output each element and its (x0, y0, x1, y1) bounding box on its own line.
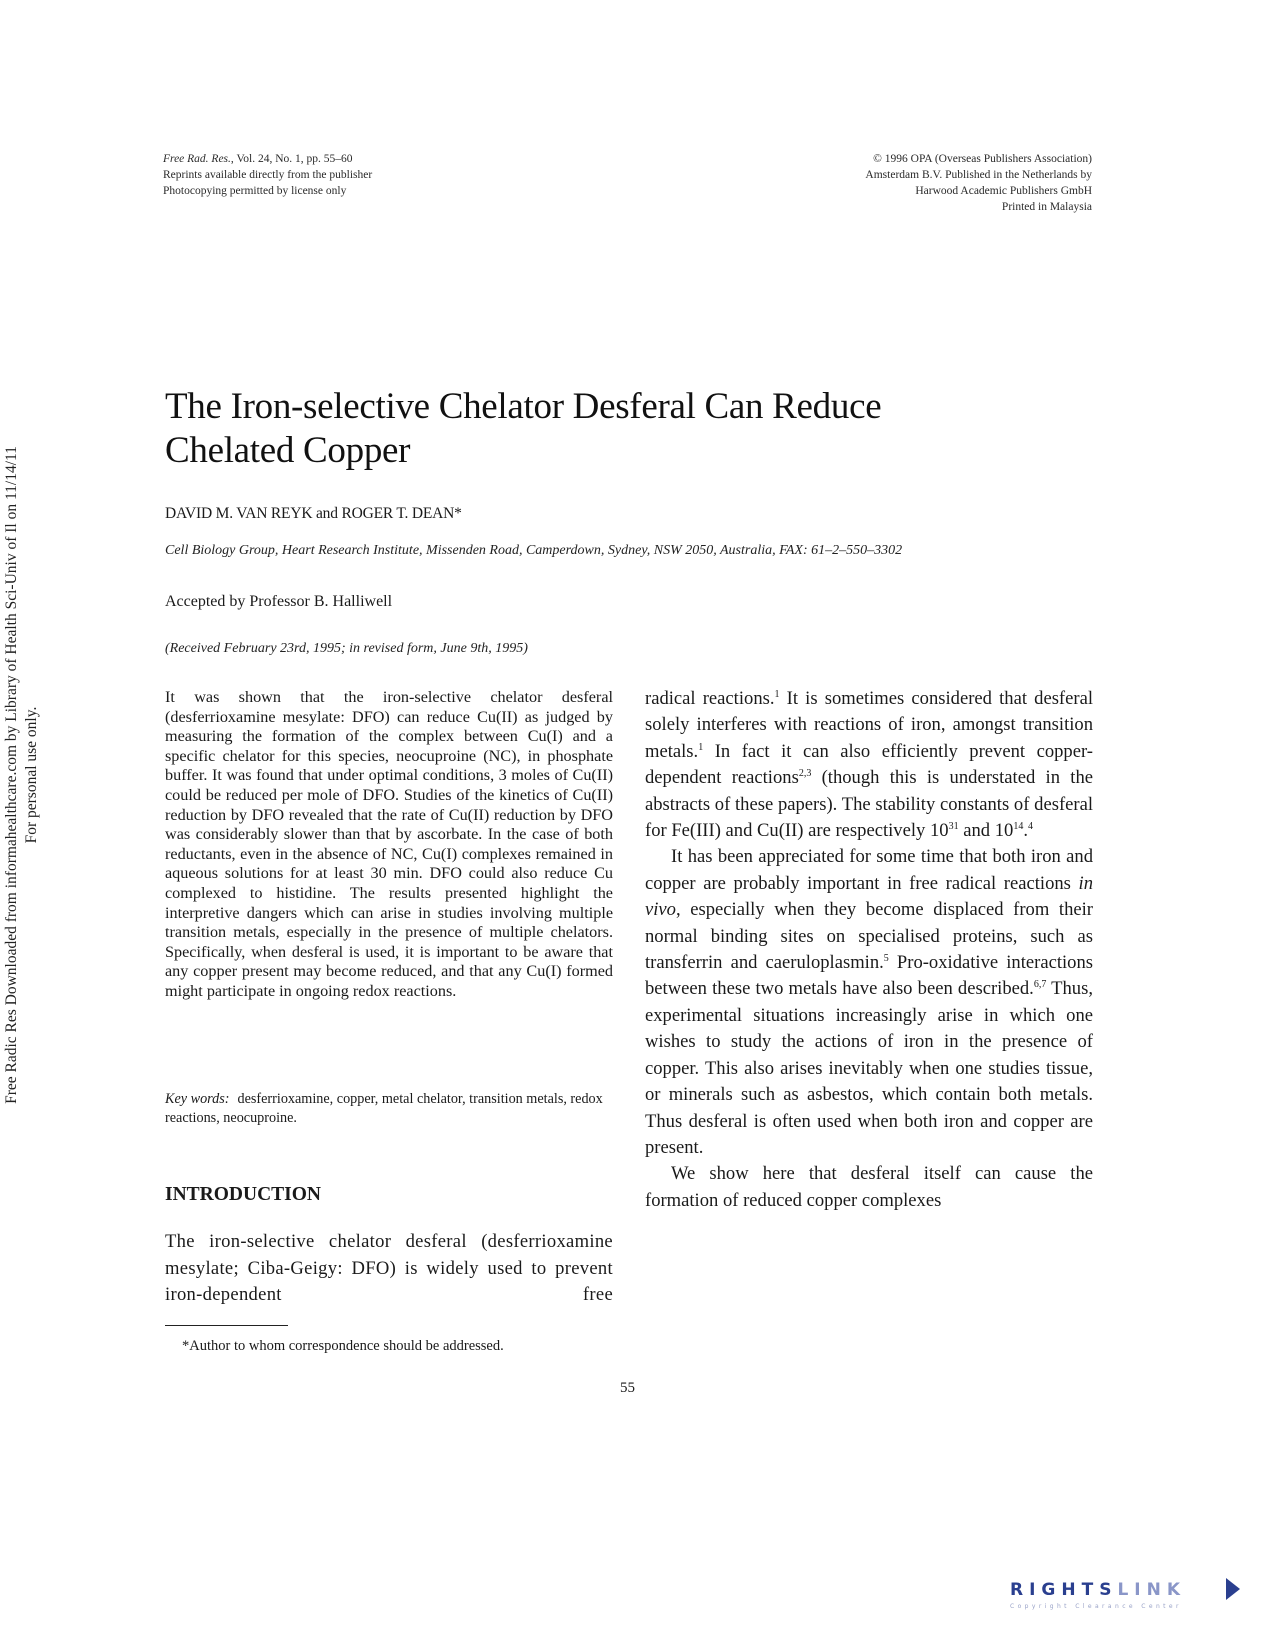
authors: DAVID M. VAN REYK and ROGER T. DEAN* (165, 505, 462, 522)
citation: 2,3 (798, 768, 812, 780)
publisher-line: Amsterdam B.V. Published in the Netherlands by (865, 169, 1092, 181)
intro-paragraph-3: We show here that desferal itself can cause the formation of reduced copper complexes (645, 1163, 1093, 1211)
citation: 1 (774, 689, 780, 700)
citation: 1 (698, 741, 704, 753)
exponent: 14 (1013, 821, 1024, 833)
citation: 4 (1027, 821, 1033, 833)
photocopy-note: Photocopying permitted by license only (163, 185, 347, 197)
intro-paragraph-1: radical reactions.$^1$ It is sometimes considered that desferal solely interferes with reactions of iron, amongst transition metals.$^1$ In fact it can also efficiently prevent copper-dependent reactions$^{2,3}$ (though this is understated in the abstracts of these papers). The stability constants of desferal for Fe(III) and Cu(II) are respectively $10^{31}$ and $10^{14}.^4$ (645, 688, 1093, 842)
intro-column-right (645, 686, 1093, 1214)
exponent: 31 (948, 821, 959, 833)
abstract: It was shown that the iron-selective chelator desferal (desferrioxamine mesylate: DFO) can reduce Cu(II) as judged by measuring the formation of the complex between Cu(I) and a specific chelator for this species, neocuproine (NC), in phosphate buffer. It was found that under optimal conditions, 3 moles of Cu(II) could be reduced per mole of DFO. Studies of the kinetics of Cu(II) reduction by DFO revealed that the rate of Cu(II) reduction by DFO was considerably slower than that by ascorbate. In the case of both reductants, even in the absence of NC, Cu(I) complexes remained in aqueous solutions for at least 30 min. DFO could also reduce Cu complexed to histidine. The results presented highlight the interpretive dangers which can arise in studies involving multiple transition metals, especially in the presence of multiple chelators. Specifically, when desferal is used, it is important to be aware that any copper present may become reduced, and that any Cu(I) formed might participate in ongoing redox reactions. (165, 688, 613, 1000)
received-dates: (Received February 23rd, 1995; in revised form, June 9th, 1995) (165, 641, 528, 656)
download-note: Free Radic Res Downloaded from informahealthcare.com by Library of Health Sci-Univ of Il on 11/14/11 (3, 446, 20, 1104)
download-watermark (2, 410, 42, 1140)
printed-in: Printed in Malaysia (1001, 201, 1092, 213)
keywords-label: Key words: (165, 1091, 230, 1107)
journal-citation (163, 151, 372, 199)
section-heading-introduction: INTRODUCTION (165, 1184, 322, 1205)
intro-paragraph-2: It has been appreciated for some time that both iron and copper are probably important in free radical reactions in vivo, especially when they become displaced from their normal binding sites on specialised proteins, such as transferrin and caeruloplasmin.$^5$ Pro-oxidative interactions between these two metals have also been described.$^{6,7}$ Thus, experimental situations increasingly arise in which one wishes to study the actions of iron in the presence of copper. This also arises inevitably when one studies tissue, or minerals such as asbestos, which contain both metals. Thus desferal is often used when both iron and copper are present. (645, 846, 1093, 1158)
title-line-1: The Iron-selective Chelator Desferal Can Reduce (165, 386, 882, 427)
publisher-name: Harwood Academic Publishers GmbH (915, 185, 1092, 197)
keywords (165, 1090, 613, 1128)
copyright-line: © 1996 OPA (Overseas Publishers Association) (873, 153, 1092, 165)
article-title (165, 385, 881, 473)
logo-text-dark: RIGHTS (1010, 1580, 1118, 1600)
accepted-by: Accepted by Professor B. Halliwell (165, 593, 393, 610)
journal-volume: , Vol. 24, No. 1, pp. 55–60 (230, 153, 353, 165)
footnote-divider (165, 1325, 288, 1326)
citation: 6,7 (1033, 979, 1047, 991)
title-line-2: Chelated Copper (165, 430, 411, 471)
journal-name: Free Rad. Res. (163, 153, 231, 165)
rightslink-arrow-icon (1226, 1578, 1240, 1600)
footnote: *Author to whom correspondence should be addressed. (182, 1338, 504, 1354)
citation: 5 (883, 953, 889, 965)
reprints-note: Reprints available directly from the publisher (163, 169, 373, 181)
affiliation: Cell Biology Group, Heart Research Institute, Missenden Road, Camperdown, Sydney, NSW 2050, Australia, FAX: 61–2–550–3302 (165, 543, 903, 558)
logo-text-light: LINK (1117, 1580, 1186, 1600)
copyright-block (780, 151, 1092, 215)
intro-paragraph-left: The iron-selective chelator desferal (desferrioxamine mesylate; Ciba-Geigy: DFO) is widely used to prevent iron-dependent free (165, 1231, 613, 1305)
page-number: 55 (620, 1380, 635, 1396)
keywords-list: desferrioxamine, copper, metal chelator, transition metals, redox reactions, neocuproine. (165, 1091, 603, 1126)
rightslink-logo[interactable] (1010, 1580, 1186, 1600)
logo-subtitle: Copyright Clearance Center (1010, 1603, 1182, 1610)
personal-use-note: For personal use only. (23, 706, 40, 844)
